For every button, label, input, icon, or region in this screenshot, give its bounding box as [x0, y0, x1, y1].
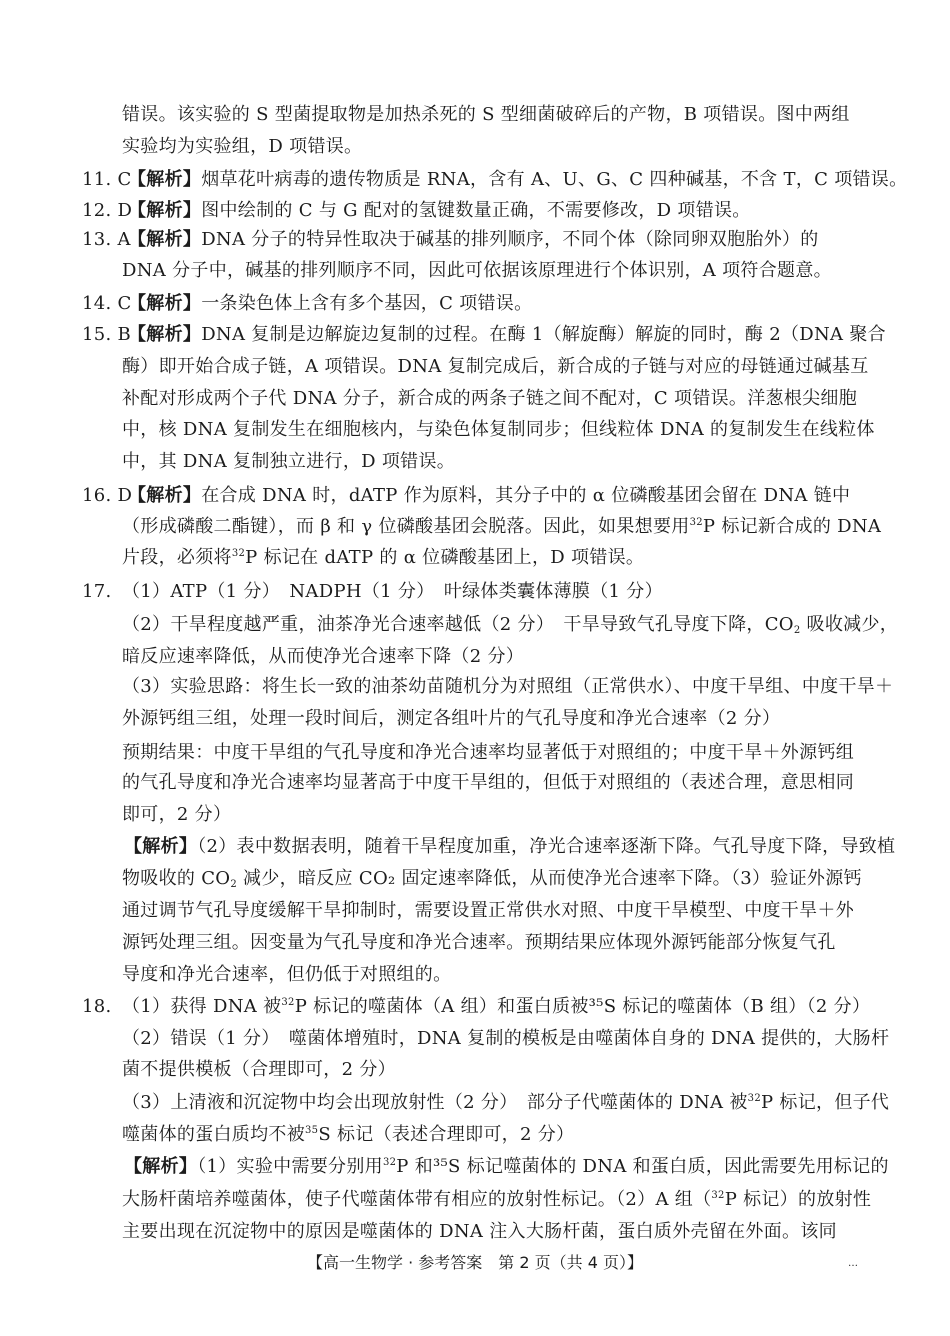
text-line: [122, 543, 644, 573]
line-text: 导度和净光合速率，但仍低于对照组的。: [122, 964, 452, 985]
text-line: [122, 1120, 574, 1150]
text-line: [122, 610, 898, 640]
line-text: 源钙处理三组。因变量为气孔导度和净光合速率。预期结果应体现外源钙能部分恢复气孔: [122, 932, 836, 953]
line-text-pre: （2）干旱程度越严重，油茶净光合速率越低（2 分） 干旱导致气孔导度下降，CO: [122, 614, 794, 635]
question-number: 17.: [82, 581, 112, 602]
text-line: [122, 1185, 871, 1215]
line-text: 实验均为实验组，D 项错误。: [122, 136, 363, 157]
line-text-pre: （形成磷酸二酯键），而 β 和 γ 位磷酸基团会脱落。因此，如果想要用: [122, 516, 690, 537]
line-text-pre: （3）上清液和沉淀物中均会出现放射性（2 分） 部分子代噬菌体的 DNA 被: [122, 1092, 748, 1113]
analysis-tag: 【解析】: [124, 836, 198, 857]
question-number: 15. B: [82, 324, 132, 345]
line-text-pre: （1）实验中需要分别用: [197, 1156, 383, 1177]
line-text: 补配对形成两个子代 DNA 分子，新合成的两条子链之间不配对，C 项错误。洋葱根尖细胞: [122, 388, 858, 409]
footer-mark: …: [848, 1258, 858, 1269]
line-text: P 标记在 dATP 的 α 位磷酸基团上，D 项错误。: [245, 547, 645, 568]
text-line: [122, 352, 869, 382]
analysis-tag: 【解析】: [128, 200, 202, 221]
line-text: 图中绘制的 C 与 G 配对的氢键数量正确，不需要修改，D 项错误。: [201, 200, 751, 221]
text-line: [122, 960, 451, 990]
text-line: [82, 196, 751, 226]
line-text-pre: 大肠杆菌培养噬菌体，使子代噬菌体带有相应的放射性标记。（2）A 组（: [122, 1189, 712, 1210]
question-number: 13. A: [82, 229, 131, 250]
text-line: [122, 447, 455, 477]
line-text: P 标记）的放射性: [724, 1189, 872, 1210]
line-text-pre: 噬菌体的蛋白质均不被: [122, 1124, 305, 1145]
analysis-tag: 【解析】: [128, 169, 202, 190]
line-text: DNA 分子的特异性取决于碱基的排列顺序，不同个体（除同卵双胞胎外）的: [201, 229, 819, 250]
analysis-tag: 【解析】: [128, 293, 202, 314]
text-line: [122, 864, 862, 894]
superscript: 32: [747, 1093, 761, 1104]
subscript: 2: [793, 625, 801, 636]
line-text: 减少，暗反应 CO₂ 固定速率降低，从而使净光合速率下降。（3）验证外源钙: [237, 868, 862, 889]
analysis-tag: 【解析】: [124, 1156, 198, 1177]
analysis-tag: 【解析】: [128, 485, 202, 506]
text-line: [122, 100, 850, 130]
line-text: 在合成 DNA 时，dATP 作为原料，其分子中的 α 位磷酸基团会留在 DNA 链中: [201, 485, 851, 506]
line-text: P 标记的噬菌体（A 组）和蛋白质被³⁵S 标记的噬菌体（B 组）（2 分）: [294, 996, 871, 1017]
superscript: 32: [382, 1157, 397, 1168]
text-line: [82, 225, 819, 255]
line-text: 酶）即开始合成子链，A 项错误。DNA 复制完成后，新合成的子链与对应的母链通过碱基互: [122, 356, 869, 377]
line-text: P 和³⁵S 标记噬菌体的 DNA 和蛋白质，因此需要先用标记的: [396, 1156, 889, 1177]
line-text: （1）ATP（1 分） NADPH（1 分） 叶绿体类囊体薄膜（1 分）: [122, 581, 663, 602]
question-number: 11. C: [82, 169, 132, 190]
line-text: 中，核 DNA 复制发生在细胞核内，与染色体复制同步；但线粒体 DNA 的复制发生在线粒体: [122, 419, 875, 440]
text-line: [122, 1055, 396, 1085]
line-text: 中，其 DNA 复制独立进行，D 项错误。: [122, 451, 456, 472]
line-text: S 标记（表述合理即可，2 分）: [318, 1124, 575, 1145]
line-text: DNA 分子中，碱基的排列顺序不同，因此可依据该原理进行个体识别，A 项符合题意。: [122, 260, 832, 281]
question-number: 18.: [82, 996, 112, 1017]
line-text-pre: 片段，必须将: [122, 547, 232, 568]
text-line: [82, 289, 532, 319]
text-line: [122, 415, 875, 445]
line-text-pre: （1）获得 DNA 被: [122, 996, 282, 1017]
text-line: [122, 512, 881, 542]
line-text: 主要出现在沉淀物中的原因是噬菌体的 DNA 注入大肠杆菌，蛋白质外壳留在外面。该同: [122, 1221, 837, 1242]
text-line: [122, 1024, 889, 1054]
text-line: [122, 672, 893, 702]
text-line: [82, 481, 850, 511]
text-line: [122, 132, 362, 162]
line-text: （2）表中数据表明，随着干旱程度加重，净光合速率逐渐下降。气孔导度下降，导致植: [197, 836, 896, 857]
line-text: 预期结果：中度干旱组的气孔导度和净光合速率均显著低于对照组的；中度干旱＋外源钙组: [122, 742, 854, 763]
superscript: 35: [305, 1125, 319, 1136]
superscript: 32: [689, 517, 703, 528]
text-line: [82, 992, 870, 1022]
line-text: 外源钙组三组，处理一段时间后，测定各组叶片的气孔导度和净光合速率（2 分）: [122, 708, 781, 729]
page-footer: 【高一生物学 · 参考答案 第 2 页（共 4 页）】: [307, 1253, 643, 1272]
line-text: P 标记，但子代: [760, 1092, 890, 1113]
text-line: [122, 1217, 837, 1247]
text-line: [122, 768, 854, 798]
line-text: （2）错误（1 分） 噬菌体增殖时，DNA 复制的模板是由噬菌体自身的 DNA 提供的，大肠杆: [122, 1028, 890, 1049]
subscript: 2: [230, 879, 238, 890]
text-line: [122, 800, 231, 830]
text-line: [122, 738, 854, 768]
line-text: DNA 复制是边解旋边复制的过程。在酶 1（解旋酶）解旋的同时，酶 2（DNA 聚合: [201, 324, 886, 345]
text-line: [122, 384, 857, 414]
line-text: 错误。该实验的 S 型菌提取物是加热杀死的 S 型细菌破碎后的产物，B 项错误。图中两组: [122, 104, 850, 125]
line-text: P 标记新合成的 DNA: [702, 516, 882, 537]
line-text: 暗反应速率降低，从而使净光合速率下降（2 分）: [122, 646, 525, 667]
text-line: [82, 577, 663, 607]
text-line: [118, 832, 895, 862]
analysis-tag: 【解析】: [128, 229, 202, 250]
text-line: [122, 896, 854, 926]
question-number: 14. C: [82, 293, 132, 314]
text-line: [122, 928, 836, 958]
line-text: 即可，2 分）: [122, 804, 232, 825]
line-text: 的气孔导度和净光合速率均显著高于中度干旱组的，但低于对照组的（表述合理，意思相同: [122, 772, 854, 793]
analysis-tag: 【解析】: [128, 324, 202, 345]
line-text: 烟草花叶病毒的遗传物质是 RNA，含有 A、U、G、C 四种碱基，不含 T，C 项错误。: [201, 169, 908, 190]
question-number: 16. D: [82, 485, 133, 506]
text-line: [82, 320, 886, 350]
text-line: [122, 704, 780, 734]
superscript: 32: [711, 1190, 725, 1201]
line-text: 吸收减少，: [800, 614, 899, 635]
line-text: 一条染色体上含有多个基因，C 项错误。: [201, 293, 533, 314]
text-line: [82, 165, 907, 195]
question-number: 12. D: [82, 200, 133, 221]
line-text-pre: 物吸收的 CO: [122, 868, 231, 889]
superscript: 32: [231, 548, 246, 559]
line-text: （3）实验思路：将生长一致的油茶幼苗随机分为对照组（正常供水）、中度干旱组、中度干旱＋: [122, 676, 894, 697]
superscript: 32: [281, 997, 295, 1008]
line-text: 菌不提供模板（合理即可，2 分）: [122, 1059, 396, 1080]
text-line: [122, 1088, 889, 1118]
text-line: [118, 1152, 889, 1182]
line-text: 通过调节气孔导度缓解干旱抑制时，需要设置正常供水对照、中度干旱模型、中度干旱＋外: [122, 900, 854, 921]
text-line: [122, 256, 832, 286]
text-line: [122, 642, 524, 672]
